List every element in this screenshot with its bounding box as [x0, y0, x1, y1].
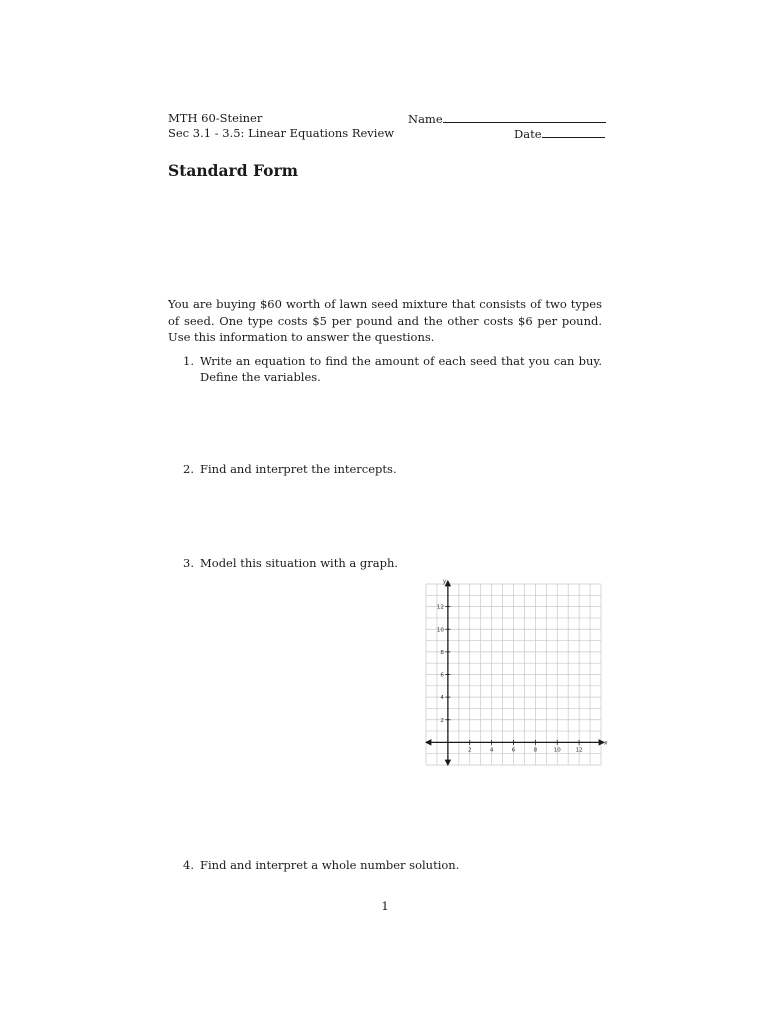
question-text: Model this situation with a graph.: [200, 556, 399, 570]
y-tick-label: 10: [436, 627, 444, 634]
x-tick-label: 8: [533, 747, 538, 754]
intro-paragraph: You are buying $60 worth of lawn seed mixture that consists of two types of seed. One type costs $5 per pound and the other costs $6 per pound. Use this information to answer the questions.: [168, 297, 602, 344]
x-axis-label: x: [604, 739, 608, 747]
date-blank[interactable]: [542, 126, 605, 138]
x-tick-label: 12: [575, 747, 583, 754]
x-tick-label: 10: [553, 747, 561, 754]
page-title: Standard Form: [168, 161, 299, 180]
section-label: Sec 3.1 - 3.5: Linear Equations Review: [168, 126, 395, 140]
name-label: Name: [408, 112, 443, 126]
question-text: Write an equation to find the amount of each seed that you can buy. Define the variables.: [200, 354, 602, 384]
question-number: 4.: [183, 858, 194, 872]
question-number: 3.: [183, 556, 194, 570]
axes: [426, 581, 604, 765]
grid-lines: [426, 584, 601, 765]
y-tick-label: 6: [440, 672, 444, 679]
x-tick-label: 4: [489, 747, 494, 754]
name-field[interactable]: [408, 111, 606, 126]
y-tick-label: 4: [440, 695, 444, 702]
name-blank[interactable]: [443, 111, 606, 123]
y-tick-label: 12: [436, 604, 444, 611]
y-tick-label: 8: [440, 649, 444, 656]
coordinate-grid[interactable]: [420, 578, 610, 770]
y-tick-label: 2: [440, 717, 444, 724]
date-label: Date: [514, 127, 542, 141]
question-text: Find and interpret a whole number solution.: [200, 858, 460, 872]
y-axis-label: y: [442, 578, 447, 585]
x-tick-label: 6: [511, 747, 516, 754]
page-number: 1: [381, 899, 389, 913]
date-field[interactable]: [514, 126, 605, 141]
question-number: 2.: [183, 462, 194, 476]
course-label: MTH 60-Steiner: [168, 111, 263, 125]
question-text: Find and interpret the intercepts.: [200, 462, 397, 476]
x-tick-label: 2: [468, 747, 472, 754]
question-number: 1.: [183, 354, 194, 368]
